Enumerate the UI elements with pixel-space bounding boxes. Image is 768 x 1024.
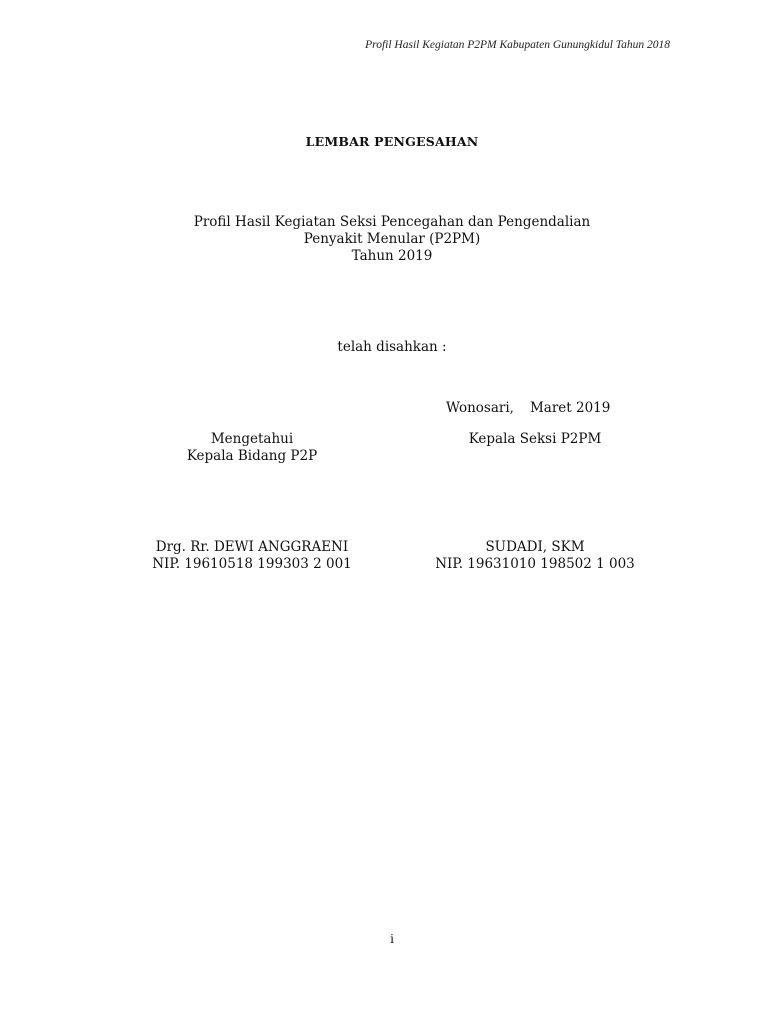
left-signatory-name: Drg. Rr. DEWI ANGGRAENI (155, 539, 349, 555)
right-signatory-name: SUDADI, SKM (485, 539, 585, 555)
subject-line-3: Tahun 2019 (351, 248, 433, 264)
left-signatory-role: Kepala Bidang P2P (186, 447, 318, 464)
page-title: LEMBAR PENGESAHAN (305, 134, 479, 149)
left-signatory-nip: NIP. 19610518 199303 2 001 (152, 555, 352, 572)
place: Wonosari, (446, 400, 514, 416)
right-signatory-identity (418, 539, 652, 572)
approval-statement: telah disahkan : (337, 339, 447, 355)
page-number: i (390, 932, 394, 946)
running-header: Profil Hasil Kegiatan P2PM Kabupaten Gunungkidul Tahun 2018 (365, 39, 670, 51)
right-signatory-role-block (418, 431, 652, 448)
subject-line-1: Profil Hasil Kegiatan Seksi Pencegahan dan Pengendalian (193, 214, 591, 230)
left-signatory-role-block (136, 431, 368, 464)
document-subject (0, 214, 768, 265)
subject-line-2: Penyakit Menular (P2PM) (303, 231, 481, 247)
acknowledge-label: Mengetahui (210, 431, 294, 447)
right-signatory-nip: NIP. 19631010 198502 1 003 (435, 555, 635, 572)
left-signatory-identity (136, 539, 368, 572)
date: Maret 2019 (529, 400, 611, 416)
place-date (446, 400, 610, 416)
right-signatory-role: Kepala Seksi P2PM (468, 431, 602, 447)
